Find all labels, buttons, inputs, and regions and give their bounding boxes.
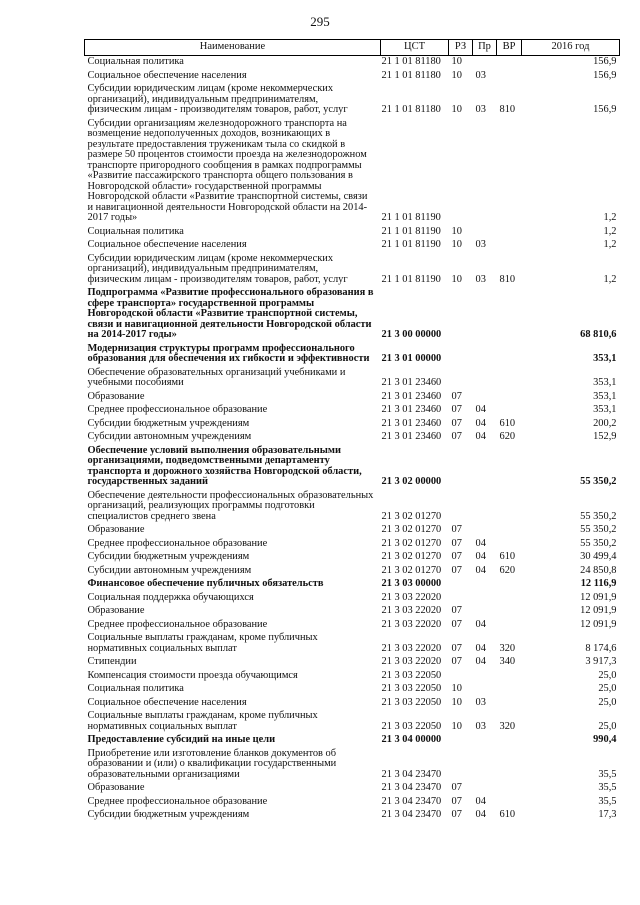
cell-name: Социальные выплаты гражданам, кроме публичных нормативных социальных выплат [87, 710, 318, 732]
cell-name: Обеспечение деятельности профессиональных образовательных организаций, реализующих программы подготовки специалистов среднего звена [87, 489, 374, 522]
cell-cst: 21 3 03 22050 [381, 669, 442, 681]
cell-name: Субсидии юридическим лицам (кроме некоммерческих организаций), индивидуальным предпринимателям, физическим лицам - производителям товаров, работ, услуг [87, 252, 348, 285]
cell-pr [473, 524, 497, 538]
cell-sum: 12 091,9 [580, 591, 617, 603]
cell-name: Обеспечение образовательных организаций учебниками и учебными пособиями [87, 366, 346, 388]
cell-pr: 04 [475, 564, 486, 576]
cell-rz [449, 578, 473, 592]
cell-rz: 07 [451, 618, 462, 630]
cell-rz: 07 [451, 417, 462, 429]
cell-rz: 07 [451, 656, 462, 667]
table-row [85, 226, 620, 240]
cell-rz: 07 [451, 809, 462, 820]
cell-pr [473, 343, 497, 367]
table-row [85, 431, 620, 445]
cell-sum: 25,0 [598, 720, 617, 732]
cell-rz: 07 [451, 537, 462, 549]
cell-name: Субсидии бюджетным учреждениям [87, 417, 250, 429]
cell-sum: 12 091,9 [580, 618, 617, 630]
cell-rz: 10 [451, 225, 462, 237]
cell-sum: 156,9 [593, 69, 617, 81]
cell-name: Субсидии бюджетным учреждениям [87, 809, 250, 820]
cell-cst: 21 3 03 22050 [381, 683, 442, 694]
cell-cst: 21 3 04 23470 [381, 768, 442, 780]
cell-name: Предоставление субсидий на иные цели [87, 734, 276, 745]
budget-table [84, 39, 620, 823]
cell-vr [497, 605, 522, 619]
table-row [85, 809, 620, 823]
cell-rz: 10 [451, 683, 462, 694]
cell-rz: 07 [451, 404, 462, 415]
cell-rz: 07 [451, 524, 462, 535]
cell-name: Субсидии автономным учреждениям [87, 564, 252, 576]
cell-sum: 353,1 [593, 390, 617, 402]
table-row [85, 70, 620, 84]
cell-pr [473, 118, 497, 226]
cell-name: Стипендии [87, 656, 137, 667]
cell-cst: 21 1 01 81180 [381, 56, 441, 67]
cell-cst: 21 1 01 81190 [381, 239, 441, 250]
cell-cst: 21 3 01 23460 [381, 390, 442, 402]
cell-sum: 35,5 [598, 795, 617, 807]
cell-pr [473, 391, 497, 405]
table-row [85, 391, 620, 405]
table-row [85, 538, 620, 552]
cell-sum: 990,4 [593, 734, 617, 745]
table-row [85, 404, 620, 418]
cell-rz: 10 [451, 273, 462, 285]
cell-name: Социальное обеспечение населения [87, 696, 247, 708]
table-row [85, 734, 620, 748]
cell-name: Субсидии бюджетным учреждениям [87, 551, 250, 562]
cell-sum: 55 350,2 [580, 537, 617, 549]
cell-pr [473, 367, 497, 391]
cell-pr [473, 226, 497, 240]
cell-sum: 25,0 [598, 669, 617, 681]
cell-cst: 21 3 03 00000 [381, 578, 442, 589]
cell-rz: 10 [451, 696, 462, 708]
cell-vr [497, 592, 522, 606]
cell-sum: 1,2 [603, 273, 617, 285]
cell-vr [497, 578, 522, 592]
cell-cst: 21 3 04 23470 [381, 809, 442, 820]
cell-pr: 04 [475, 642, 486, 654]
cell-name: Среднее профессиональное образование [87, 404, 268, 415]
cell-sum: 68 810,6 [580, 329, 617, 340]
cell-vr: 620 [499, 564, 516, 576]
cell-name: Образование [87, 782, 145, 793]
cell-sum: 353,1 [593, 404, 617, 415]
cell-vr [497, 445, 522, 490]
cell-cst: 21 3 02 01270 [381, 551, 442, 562]
header-cst: ЦСТ [381, 40, 449, 56]
cell-vr: 320 [499, 642, 516, 654]
header-rz: РЗ [449, 40, 473, 56]
cell-pr: 03 [475, 239, 486, 250]
cell-vr [497, 782, 522, 796]
table-row [85, 710, 620, 734]
cell-pr: 04 [475, 809, 486, 820]
cell-vr [497, 490, 522, 525]
cell-pr [473, 56, 497, 70]
cell-sum: 156,9 [593, 56, 617, 67]
cell-cst: 21 1 01 81190 [381, 212, 441, 223]
cell-cst: 21 3 01 23460 [381, 404, 442, 415]
cell-rz: 10 [451, 56, 462, 67]
cell-cst: 21 3 04 23470 [381, 795, 442, 807]
cell-sum: 12 116,9 [580, 578, 617, 589]
page-number: 295 [310, 14, 330, 29]
cell-name: Социальные выплаты гражданам, кроме публичных нормативных социальных выплат [87, 632, 318, 654]
cell-name: Среднее профессиональное образование [87, 795, 268, 807]
cell-pr [473, 490, 497, 525]
table-row [85, 239, 620, 253]
table-row [85, 656, 620, 670]
cell-cst: 21 3 03 22020 [381, 618, 442, 630]
cell-rz [449, 343, 473, 367]
cell-sum: 8 174,6 [585, 642, 617, 654]
table-header-row [85, 40, 620, 56]
cell-pr [473, 445, 497, 490]
table-row [85, 683, 620, 697]
cell-name: Компенсация стоимости проезда обучающимся [87, 669, 298, 681]
table-row [85, 445, 620, 490]
cell-vr [497, 524, 522, 538]
cell-cst: 21 3 01 23460 [381, 377, 442, 388]
cell-cst: 21 3 03 22020 [381, 642, 442, 654]
cell-vr [497, 118, 522, 226]
cell-name: Социальная политика [87, 683, 184, 694]
table-row [85, 524, 620, 538]
cell-sum: 152,9 [593, 431, 617, 442]
cell-rz: 07 [451, 390, 462, 402]
cell-sum: 1,2 [603, 225, 617, 237]
cell-pr: 03 [475, 69, 486, 81]
cell-name: Социальная политика [87, 225, 184, 237]
cell-rz [449, 490, 473, 525]
cell-pr [473, 748, 497, 783]
cell-sum: 1,2 [603, 212, 617, 223]
cell-rz: 07 [451, 564, 462, 576]
cell-vr [497, 748, 522, 783]
cell-vr [497, 70, 522, 84]
cell-name: Модернизация структуры программ профессионального образования для обеспечения их гибкости и эффективности [87, 342, 370, 364]
cell-cst: 21 3 03 22020 [381, 656, 442, 667]
cell-name: Субсидии юридическим лицам (кроме некоммерческих организаций), индивидуальным предпринимателям, физическим лицам - производителям товаров, работ, услуг [87, 83, 348, 115]
cell-sum: 24 850,8 [580, 564, 617, 576]
cell-sum: 156,9 [593, 104, 617, 115]
cell-name: Приобретение или изготовление бланков документов об образовании и (или) о квалификации государственными образовательными организациями [87, 747, 337, 780]
table-row [85, 343, 620, 367]
cell-vr: 810 [499, 273, 516, 285]
cell-pr [473, 683, 497, 697]
cell-name: Субсидии автономным учреждениям [87, 431, 252, 442]
cell-cst: 21 3 01 00000 [381, 353, 442, 364]
cell-rz: 10 [451, 720, 462, 732]
table-row [85, 118, 620, 226]
cell-pr: 04 [475, 618, 486, 630]
table-row [85, 578, 620, 592]
cell-cst: 21 3 03 22050 [381, 696, 442, 708]
cell-cst: 21 3 02 01270 [381, 537, 442, 549]
cell-sum: 1,2 [603, 239, 617, 250]
cell-vr [497, 226, 522, 240]
cell-pr [473, 605, 497, 619]
cell-pr [473, 670, 497, 684]
cell-sum: 353,1 [593, 377, 617, 388]
cell-pr: 03 [475, 696, 486, 708]
cell-rz [449, 670, 473, 684]
table-row [85, 796, 620, 810]
table-row [85, 670, 620, 684]
cell-pr: 03 [475, 720, 486, 732]
cell-sum: 35,5 [598, 782, 617, 793]
cell-sum: 200,2 [593, 417, 617, 429]
cell-rz: 07 [451, 642, 462, 654]
cell-pr [473, 287, 497, 343]
table-row [85, 782, 620, 796]
cell-vr [497, 538, 522, 552]
cell-vr: 340 [499, 656, 516, 667]
table-row [85, 697, 620, 711]
cell-name: Образование [87, 390, 145, 402]
table-row [85, 56, 620, 70]
cell-rz [449, 287, 473, 343]
cell-vr [497, 670, 522, 684]
cell-sum: 55 350,2 [580, 476, 617, 487]
cell-sum: 17,3 [598, 809, 617, 820]
header-pr: Пр [473, 40, 497, 56]
cell-sum: 30 499,4 [580, 551, 617, 562]
cell-vr: 610 [499, 809, 516, 820]
cell-vr [497, 391, 522, 405]
cell-cst: 21 1 01 81190 [381, 225, 441, 237]
cell-vr [497, 734, 522, 748]
cell-rz: 07 [451, 431, 462, 442]
cell-name: Подпрограмма «Развитие профессионального образования в сфере транспорта» государственной программы Новгородской области «Развитие транспортной системы, связи и навигационной деятельности Новгородской области на 2014-2017 годы» [87, 287, 374, 340]
cell-cst: 21 3 01 23460 [381, 431, 442, 442]
cell-rz: 07 [451, 605, 462, 616]
table-row [85, 551, 620, 565]
cell-name: Образование [87, 605, 145, 616]
cell-rz: 07 [451, 795, 462, 807]
cell-sum: 35,5 [598, 768, 617, 780]
cell-cst: 21 1 01 81190 [381, 273, 441, 285]
cell-pr: 04 [475, 404, 486, 415]
table-row [85, 619, 620, 633]
cell-vr: 620 [499, 431, 516, 442]
cell-rz [449, 592, 473, 606]
cell-pr: 03 [475, 273, 486, 285]
cell-pr: 04 [475, 417, 486, 429]
table-row [85, 287, 620, 343]
cell-name: Социальная поддержка обучающихся [87, 591, 254, 603]
cell-cst: 21 3 02 01270 [381, 564, 442, 576]
cell-sum: 25,0 [598, 683, 617, 694]
cell-name: Среднее профессиональное образование [87, 537, 268, 549]
cell-vr: 810 [499, 104, 516, 115]
cell-name: Обеспечение условий выполнения образовательными организациями, подведомственными департаменту транспорта и дорожного хозяйства Новгородской области, государственных заданий [87, 444, 362, 487]
cell-vr: 610 [499, 551, 516, 562]
table-row [85, 592, 620, 606]
cell-cst: 21 3 02 01270 [381, 510, 442, 522]
table-row [85, 565, 620, 579]
cell-rz [449, 734, 473, 748]
cell-pr [473, 592, 497, 606]
cell-rz [449, 748, 473, 783]
cell-rz: 10 [451, 69, 462, 81]
cell-vr [497, 619, 522, 633]
cell-cst: 21 3 03 22020 [381, 591, 442, 603]
cell-vr [497, 367, 522, 391]
table-row [85, 418, 620, 432]
cell-name: Среднее профессиональное образование [87, 618, 268, 630]
cell-vr [497, 404, 522, 418]
cell-sum: 12 091,9 [580, 605, 617, 616]
cell-vr [497, 796, 522, 810]
cell-name: Субсидии организациям железнодорожного транспорта на возмещение недополученных доходов, возникающих в результате предоставления труженикам тыла со скидкой в размере 50 процентов стоимости проезда на железнодорожном транспорте пригородного сообщения в рамках подпрограммы «Развитие пассажирского транспорта общего пользования в Новгородской области» государственной программы Новгородской области «Развитие транспортной системы, связи и навигационной деятельности Новгородской области на 2014-2017 годы» [87, 117, 368, 223]
table-row [85, 748, 620, 783]
cell-vr [497, 343, 522, 367]
table-row [85, 490, 620, 525]
cell-cst: 21 1 01 81180 [381, 104, 441, 115]
cell-cst: 21 3 04 00000 [381, 734, 442, 745]
cell-pr: 04 [475, 551, 486, 562]
table-row [85, 253, 620, 288]
header-sum: 2016 год [522, 40, 620, 56]
cell-pr: 04 [475, 537, 486, 549]
cell-rz: 07 [451, 551, 462, 562]
cell-vr [497, 287, 522, 343]
cell-pr: 04 [475, 795, 486, 807]
cell-name: Социальное обеспечение населения [87, 239, 247, 250]
cell-sum: 55 350,2 [580, 510, 617, 522]
table-row [85, 632, 620, 656]
cell-rz: 10 [451, 239, 462, 250]
cell-cst: 21 1 01 81180 [381, 69, 441, 81]
cell-sum: 25,0 [598, 696, 617, 708]
cell-cst: 21 3 03 22050 [381, 720, 442, 732]
cell-vr [497, 56, 522, 70]
table-row [85, 605, 620, 619]
cell-vr [497, 683, 522, 697]
cell-cst: 21 3 02 01270 [381, 524, 442, 535]
table-row [85, 367, 620, 391]
cell-name: Финансовое обеспечение публичных обязательств [87, 578, 324, 589]
cell-rz [449, 445, 473, 490]
cell-vr [497, 697, 522, 711]
cell-name: Образование [87, 524, 145, 535]
cell-vr [497, 239, 522, 253]
cell-name: Социальная политика [87, 56, 184, 67]
cell-sum: 353,1 [593, 353, 617, 364]
cell-pr: 04 [475, 656, 486, 667]
cell-cst: 21 3 04 23470 [381, 782, 442, 793]
cell-cst: 21 3 03 22020 [381, 605, 442, 616]
cell-cst: 21 3 00 00000 [381, 329, 442, 340]
cell-rz [449, 367, 473, 391]
cell-vr: 610 [499, 417, 516, 429]
cell-pr [473, 782, 497, 796]
cell-pr: 03 [475, 104, 486, 115]
cell-rz [449, 118, 473, 226]
cell-pr: 04 [475, 431, 486, 442]
cell-pr [473, 734, 497, 748]
header-vr: ВР [497, 40, 522, 56]
table-row [85, 83, 620, 118]
cell-name: Социальное обеспечение населения [87, 69, 247, 81]
header-name: Наименование [85, 40, 381, 56]
cell-rz: 10 [451, 104, 462, 115]
cell-pr [473, 578, 497, 592]
cell-cst: 21 3 02 00000 [381, 476, 442, 487]
cell-vr: 320 [499, 720, 516, 732]
cell-sum: 3 917,3 [585, 656, 617, 667]
cell-sum: 55 350,2 [580, 524, 617, 535]
cell-rz: 07 [451, 782, 462, 793]
table-body [85, 56, 620, 823]
cell-cst: 21 3 01 23460 [381, 417, 442, 429]
